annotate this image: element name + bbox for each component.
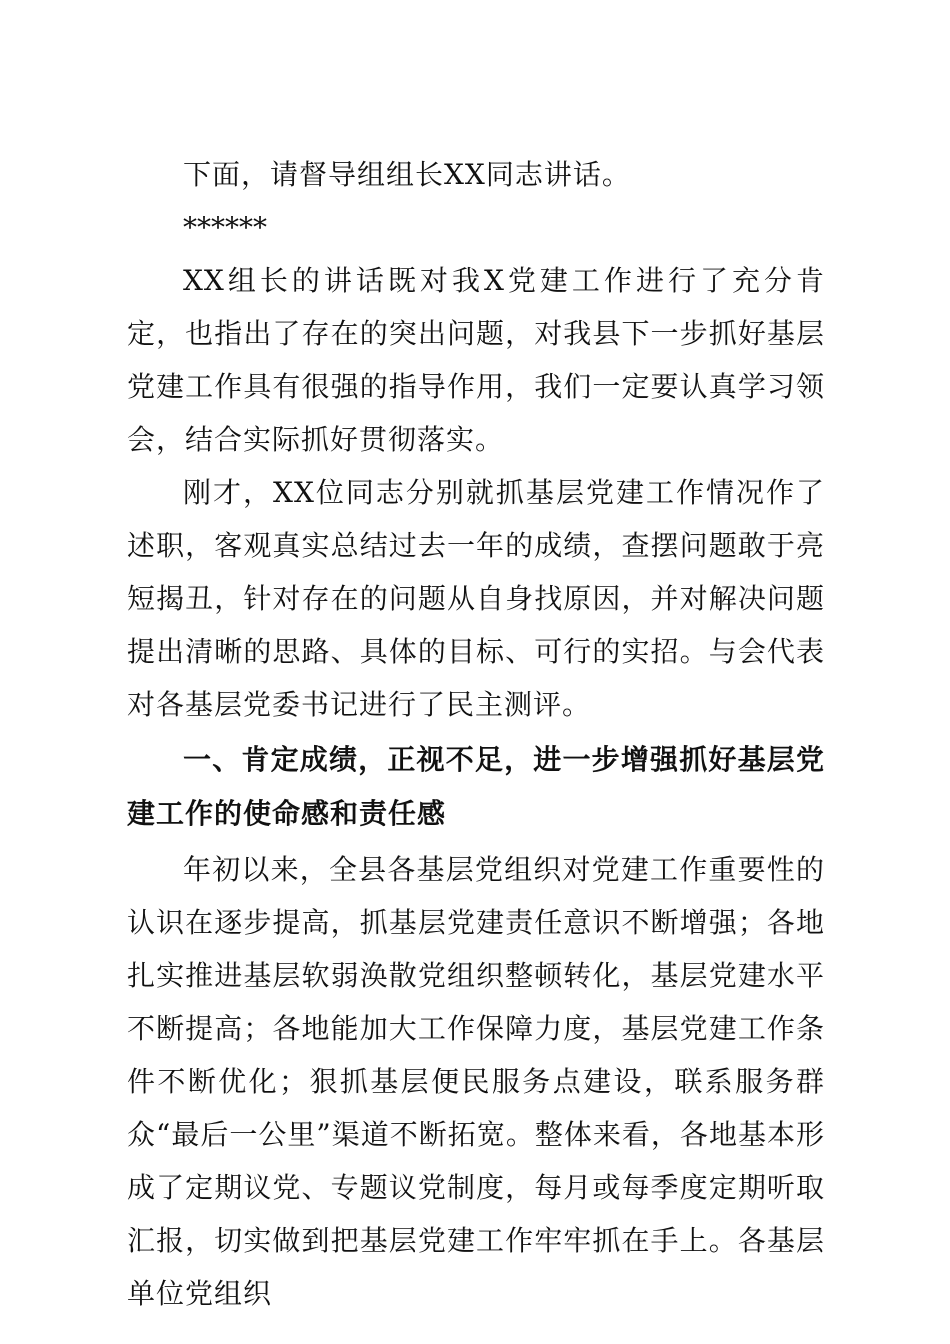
body-paragraph: XX组长的讲话既对我X党建工作进行了充分肯定，也指出了存在的突出问题，对我县下一步抓好基层党建工作具有很强的指导作用，我们一定要认真学习领会，结合实际抓好贯彻落实。 — [127, 264, 825, 456]
intro-paragraph: 下面，请督导组组长XX同志讲话。 — [183, 158, 631, 191]
section-separator: ****** — [183, 211, 267, 244]
body-paragraph: 年初以来，全县各基层党组织对党建工作重要性的认识在逐步提高，抓基层党建责任意识不断增强；各地扎实推进基层软弱涣散党组织整顿转化，基层党建水平不断提高；各地能加大工作保障力度，基层党建工作条件不断优化；狠抓基层便民服务点建设，联系服务群众“最后一公里”渠道不断拓宽。整体来看，各地基本形成了定期议党、专题议党制度，每月或每季度定期听取汇报，切实做到把基层党建工作牢牢抓在手上。各基层单位党组织 — [127, 853, 825, 1310]
body-paragraph: 刚才，XX位同志分别就抓基层党建工作情况作了述职，客观真实总结过去一年的成绩，查摆问题敢于亮短揭丑，针对存在的问题从自身找原因，并对解决问题提出清晰的思路、具体的目标、可行的实招。与会代表对各基层党委书记进行了民主测评。 — [127, 476, 825, 721]
document-body — [127, 148, 825, 1320]
section-heading: 一、肯定成绩，正视不足，进一步增强抓好基层党建工作的使命感和责任感 — [127, 743, 825, 830]
